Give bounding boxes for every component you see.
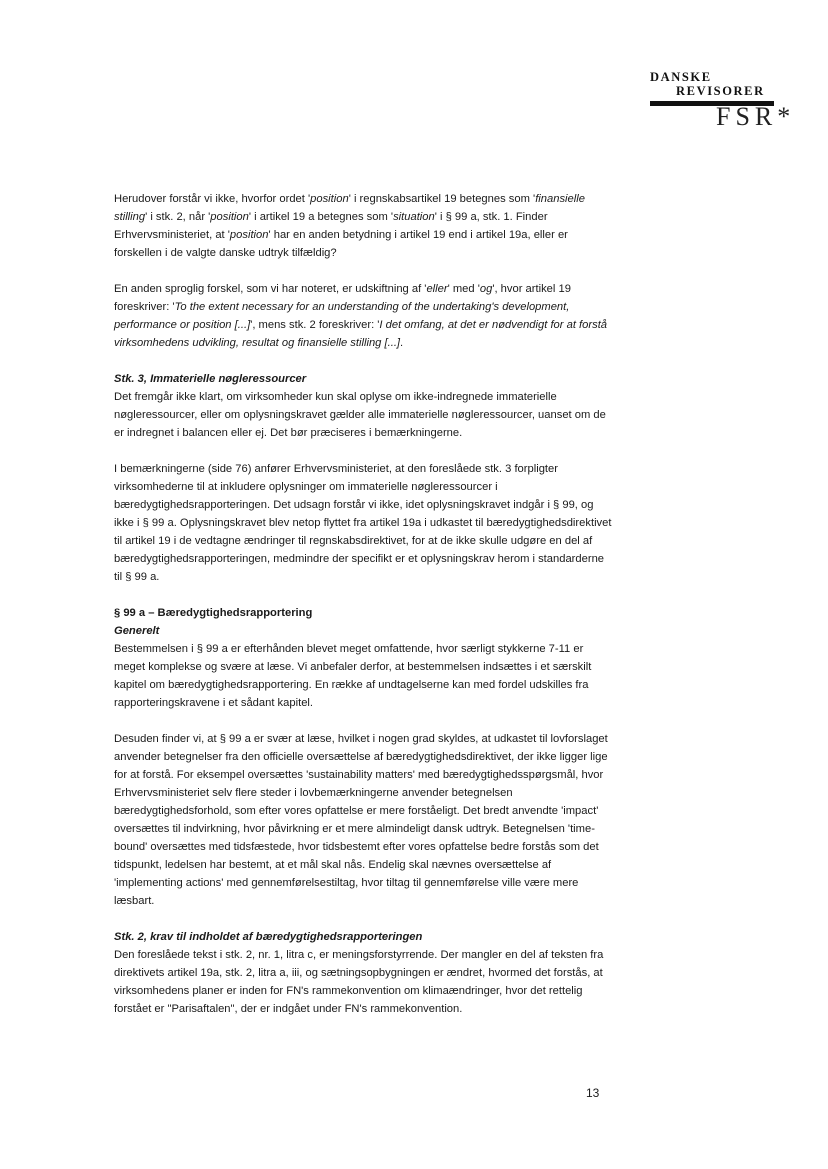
logo-line-revisorer: REVISORER [676, 84, 765, 98]
document-body [114, 190, 614, 1036]
paragraph-position: Herudover forstår vi ikke, hvorfor ordet 'position' i regnskabsartikel 19 betegnes som 'finansielle stilling' i stk. 2, når 'position' i artikel 19 a betegnes som 'situation' i § 99 a, stk. 1. Finder Erhvervsministeriet, at 'position' har en anden betydning i artikel 19 end i artikel 19a, eller er forskellen i de valgte danske udtryk tilfældig? [114, 193, 585, 259]
logo-mark-fsr: FSR* [716, 102, 796, 131]
fsr-logo [636, 68, 796, 138]
paragraph-litra-c: Den foreslåede tekst i stk. 2, nr. 1, litra c, er meningsforstyrrende. Der mangler en del af teksten fra direktivets artikel 19a, stk. 2, litra a, iii, og sætningsopbygningen er ændret, hvormed det forstås, at virksomhedens planer er inden for FN's rammekonvention om klimaændringer, hvor det rettelig forstået er "Parisaftalen", der er indgået under FN's rammekonvention. [114, 949, 604, 1015]
paragraph-oversaettelse: Desuden finder vi, at § 99 a er svær at læse, hvilket i nogen grad skyldes, at udkastet til lovforslaget anvender betegnelser fra den officielle oversættelse af bæredygtighedsdirektivet, der ikke ligger lige for at forstå. For eksempel oversættes 'sustainability matters' med bæredygtighedsspørgsmål, hvor Erhvervsministeriet selv flere steder i lovbemærkningerne anvender betegnelsen bæredygtighedsforhold, som efter vores opfattelse er mere forståeligt. Det bredt anvendte 'impact' oversættes til indvirkning, hvor påvirkning er et mere almindeligt dansk udtryk. Betegnelsen 'time-bound' oversættes med tidsfæstede, hvor tidsbestemt efter vores opfattelse bedre forstås som det tidspunkt, ledelsen har bestemt, at et mål skal nås. Endelig skal nævnes oversættelse af 'implementing actions' med gennemførelsestiltag, hvor tiltag til gennemførelse ville være mere læsbart. [114, 733, 608, 907]
paragraph-bestemmelsen: Bestemmelsen i § 99 a er efterhånden blevet meget omfattende, hvor særligt stykkerne 7-11 er meget komplekse og svære at læse. Vi anbefaler derfor, at bestemmelsen indsættes i et særskilt kapitel om bæredygtighedsrapportering. En række af undtagelserne kan med fordel udskilles fra rapporteringskravene i et sådant kapitel. [114, 643, 592, 709]
paragraph-eller-og: En anden sproglig forskel, som vi har noteret, er udskiftning af 'eller' med 'og', hvor artikel 19 foreskriver: 'To the extent necessary for an understanding of the undertaking's development, performance or position [...]', mens stk. 2 foreskriver: 'I det omfang, at det er nødvendigt for at forstå virksomhedens udvikling, resultat og finansielle stilling [...]. [114, 283, 608, 349]
page-number: 13 [586, 1086, 600, 1100]
heading-stk3: Stk. 3, Immaterielle nøgleressourcer [114, 373, 307, 385]
heading-stk2: Stk. 2, krav til indholdet af bæredygtighedsrapporteringen [114, 931, 423, 943]
paragraph-immaterielle: Det fremgår ikke klart, om virksomheder kun skal oplyse om ikke-indregnede immaterielle nøgleressourcer, eller om oplysningskravet gælder alle immaterielle nøgleressourcer, uanset om de er indregnet i balancen eller ej. Det bør præciseres i bemærkningerne. [114, 391, 606, 439]
heading-generelt: Generelt [114, 625, 160, 637]
paragraph-bemaerkninger: I bemærkningerne (side 76) anfører Erhvervsministeriet, at den foreslåede stk. 3 forpligter virksomhederne til at inkludere oplysninger om immaterielle nøgleressourcer i bæredygtighedsrapporteringen. Det udsagn forstår vi ikke, idet oplysningskravet indgår i § 99, og ikke i § 99 a. Oplysningskravet blev netop flyttet fra artikel 19a i udkastet til bæredygtighedsdirektivet til artikel 19 i de vedtagne ændringer til regnskabsdirektivet, for at de ikke skulle udgøre en del af bæredygtighedsrapporteringen, medmindre der specifikt er et oplysningskrav herom i standarderne til § 99 a. [114, 463, 612, 583]
heading-99a: § 99 a – Bæredygtighedsrapportering [114, 607, 313, 619]
logo-line-danske: DANSKE [650, 70, 712, 84]
